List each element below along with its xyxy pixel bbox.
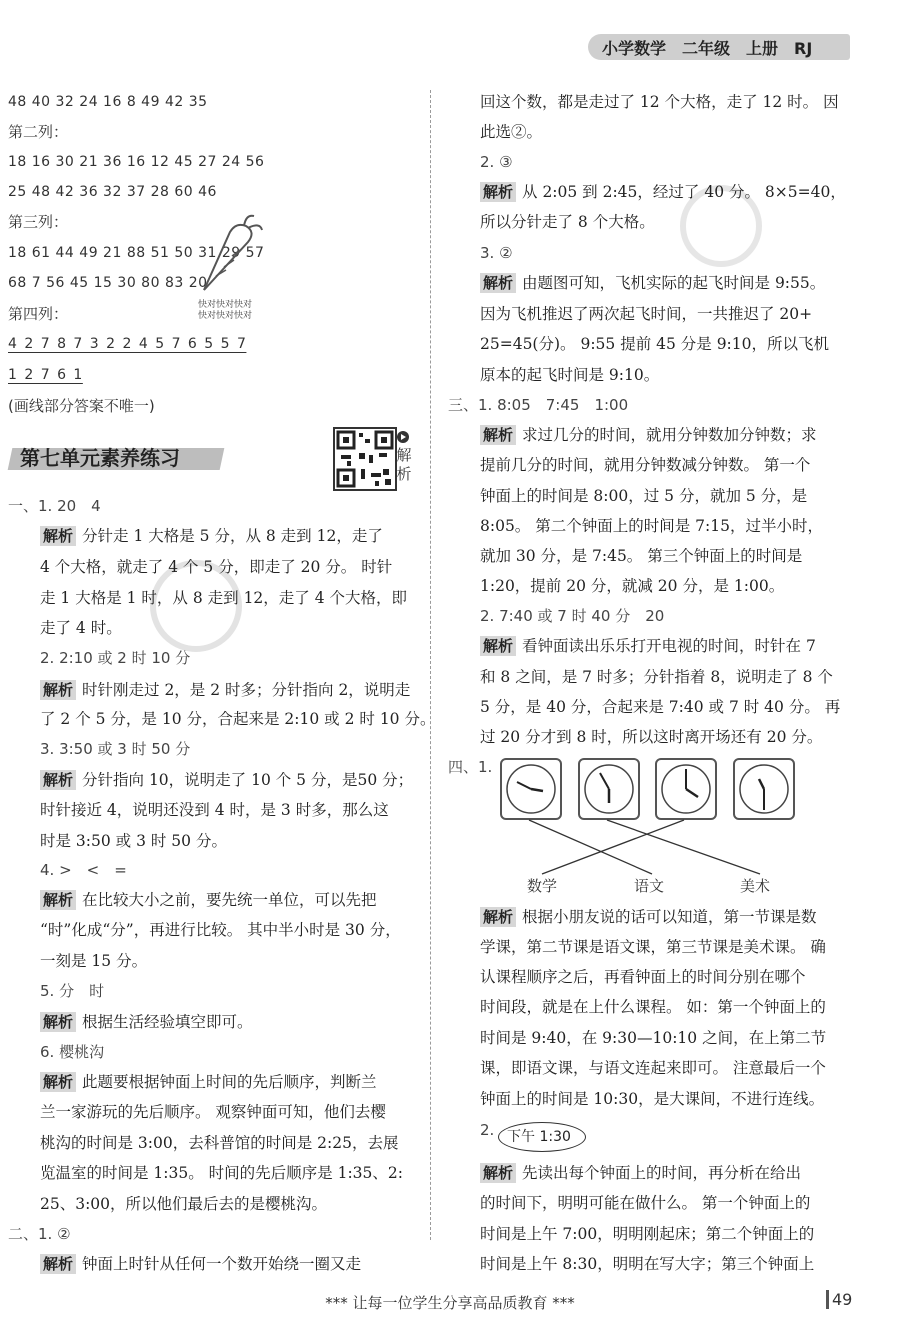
explanation-line: 时是 3:50 或 3 时 50 分。 bbox=[40, 832, 227, 850]
explanation-line: 5 分，是 40 分，合起来是 7:40 或 7 时 40 分。 再 bbox=[480, 698, 841, 716]
explanation-label: 解析 bbox=[40, 526, 76, 546]
explanation-line: 1:20，提前 20 分，就减 20 分，是 1:00。 bbox=[480, 577, 785, 595]
explanation-line: 时间是上午 8:30，明明在写大字；第三个钟面上 bbox=[480, 1255, 815, 1273]
column-label: 第四列： bbox=[8, 305, 69, 323]
explanation-line: 时间是上午 7:00，明明刚起床；第二个钟面上的 bbox=[480, 1225, 815, 1243]
explanation-line: 时间段，就是在上什么课程。 如：第一个钟面上的 bbox=[480, 998, 826, 1016]
explanation-line: 解析 根据小朋友说的话可以知道，第一节课是数 bbox=[480, 907, 817, 927]
explanation-line: 解析 先读出每个钟面上的时间，再分析在给出 bbox=[480, 1163, 801, 1183]
explanation-line: 课，即语文课，与语文连起来即可。 注意最后一个 bbox=[480, 1059, 826, 1077]
matching-lines bbox=[480, 816, 820, 876]
explanation-line: 走 1 大格是 1 时，从 8 走到 12，走了 4 个大格，即 bbox=[40, 589, 408, 607]
explanation-label: 解析 bbox=[480, 425, 516, 445]
explanation-label: 解析 bbox=[40, 680, 76, 700]
answer-line: 3. ② bbox=[480, 244, 513, 262]
explanation-line: 览温室的时间是 1:35。 时间的先后顺序是 1:35、2: bbox=[40, 1164, 403, 1182]
answer-line: 二、1. ② bbox=[8, 1225, 71, 1243]
answer-line: 5. 分 时 bbox=[40, 982, 105, 1000]
explanation-line: 解析 分针走 1 大格是 5 分，从 8 走到 12，走了 bbox=[40, 526, 383, 546]
number-row: 18 16 30 21 36 16 12 45 27 24 56 bbox=[8, 154, 265, 170]
explanation-line: 此选②。 bbox=[480, 123, 543, 141]
explanation-line: 和 8 之间，是 7 时多；分针指着 8，说明走了 8 个 bbox=[480, 668, 833, 686]
answer-line: 3. 3:50 或 3 时 50 分 bbox=[40, 740, 191, 758]
explanation-line: 解析 钟面上时针从任何一个数开始绕一圈又走 bbox=[40, 1254, 361, 1274]
qr-label: 解析 bbox=[396, 446, 412, 483]
explanation-label: 解析 bbox=[480, 1163, 516, 1183]
explanation-line: 过 20 分才到 8 时，所以这时离开场还有 20 分。 bbox=[480, 728, 823, 746]
unit-banner bbox=[10, 442, 222, 472]
explanation-line: 25、3:00，所以他们最后去的是樱桃沟。 bbox=[40, 1195, 328, 1213]
answer-line: 4. > < = bbox=[40, 861, 127, 879]
explanation-line: 回这个数，都是走过了 12 个大格，走了 12 时。 因 bbox=[480, 93, 839, 111]
explanation-line: 解析 求过几分的时间，就用分钟数加分钟数；求 bbox=[480, 425, 817, 445]
explanation-line: 解析 看钟面读出乐乐打开电视的时间，时针在 7 bbox=[480, 636, 816, 656]
explanation-line: 的时间下，明明可能在做什么。 第一个钟面上的 bbox=[480, 1194, 811, 1212]
explanation-line: 4 个大格，就走了 4 个 5 分，即走了 20 分。 时针 bbox=[40, 558, 393, 576]
number-row-underlined: 4 2 7 8 7 3 2 2 4 5 7 6 5 5 7 bbox=[8, 336, 247, 352]
number-row: 25 48 42 36 32 37 28 60 46 bbox=[8, 184, 217, 200]
clock-face bbox=[500, 758, 562, 820]
explanation-line: 解析 分针指向 10，说明走了 10 个 5 分，是50 分； bbox=[40, 770, 413, 790]
answer-line: 2. bbox=[480, 1121, 495, 1139]
explanation-line: 8:05。 第二个钟面上的时间是 7:15，过半小时， bbox=[480, 517, 823, 535]
explanation-line: 25=45(分)。 9:55 提前 45 分是 9:10，所以飞机 bbox=[480, 335, 830, 353]
explanation-line: 桃沟的时间是 3:00，去科普馆的时间是 2:25，去展 bbox=[40, 1134, 399, 1152]
explanation-label: 解析 bbox=[40, 1072, 76, 1092]
number-row: 68 7 56 45 15 30 80 83 20 bbox=[8, 275, 208, 291]
number-row-underlined: 1 2 7 6 1 bbox=[8, 367, 83, 383]
explanation-label: 解析 bbox=[480, 182, 516, 202]
footer-slogan: *** 让每一位学生分享高品质教育 *** bbox=[325, 1294, 575, 1312]
explanation-line: 因为飞机推迟了两次起飞时间，一共推迟了 20+ bbox=[480, 305, 813, 323]
subject-label: 数学 bbox=[527, 877, 558, 895]
stamp-text: 快对快对快对 快对快对快对 bbox=[198, 300, 253, 321]
number-row: 48 40 32 24 16 8 49 42 35 bbox=[8, 94, 208, 110]
column-label: 第三列： bbox=[8, 213, 69, 231]
explanation-label: 解析 bbox=[480, 907, 516, 927]
explanation-line: 兰一家游玩的先后顺序。 观察钟面可知，他们去樱 bbox=[40, 1103, 386, 1121]
explanation-line: 所以分针走了 8 个大格。 bbox=[480, 213, 655, 231]
explanation-line: 走了 4 时。 bbox=[40, 619, 122, 637]
subject-label: 美术 bbox=[740, 877, 771, 895]
answer-note: (画线部分答案不唯一) bbox=[8, 397, 155, 415]
play-icon[interactable] bbox=[397, 431, 409, 443]
answer-oval-text: 下午 1:30 bbox=[507, 1129, 571, 1145]
answer-line: 一、1. 20 4 bbox=[8, 497, 101, 515]
number-row: 18 61 44 49 21 88 51 50 31 29 57 bbox=[8, 245, 265, 261]
explanation-line: 一刻是 15 分。 bbox=[40, 952, 148, 970]
subject-label: 语文 bbox=[634, 877, 665, 895]
explanation-line: 解析 此题要根据钟面上时间的先后顺序，判断兰 bbox=[40, 1072, 377, 1092]
answer-line: 2. ③ bbox=[480, 153, 513, 171]
page-number: 49 bbox=[826, 1290, 852, 1309]
clock-face bbox=[578, 758, 640, 820]
answer-line: 三、1. 8:05 7:45 1:00 bbox=[448, 396, 629, 414]
explanation-line: 时针接近 4，说明还没到 4 时，是 3 时多，那么这 bbox=[40, 801, 389, 819]
explanation-label: 解析 bbox=[480, 273, 516, 293]
explanation-line: 提前几分的时间，就用分钟数减分钟数。 第一个 bbox=[480, 456, 811, 474]
explanation-line: “时”化成“分”，再进行比较。 其中半小时是 30 分， bbox=[40, 921, 401, 939]
carrot-stamp-icon bbox=[186, 212, 266, 294]
explanation-line: 解析 根据生活经验填空即可。 bbox=[40, 1012, 253, 1032]
explanation-line: 钟面上的时间是 8:00，过 5 分，就加 5 分，是 bbox=[480, 487, 808, 505]
book-title: 小学数学 二年级 上册 RJ bbox=[602, 39, 813, 58]
answer-line: 2. 7:40 或 7 时 40 分 20 bbox=[480, 607, 665, 625]
explanation-line: 解析 在比较大小之前，要先统一单位，可以先把 bbox=[40, 890, 377, 910]
explanation-line: 原本的起飞时间是 9:10。 bbox=[480, 366, 660, 384]
explanation-line: 时间是 9:40，在 9:30—10:10 之间，在上第二节 bbox=[480, 1029, 827, 1047]
explanation-line: 了 2 个 5 分，是 10 分，合起来是 2:10 或 2 时 10 分。 bbox=[40, 710, 436, 728]
explanation-label: 解析 bbox=[40, 1012, 76, 1032]
explanation-line: 就加 30 分，是 7:45。 第三个钟面上的时间是 bbox=[480, 547, 803, 565]
answer-line: 2. 2:10 或 2 时 10 分 bbox=[40, 649, 191, 667]
explanation-label: 解析 bbox=[480, 636, 516, 656]
explanation-label: 解析 bbox=[40, 890, 76, 910]
explanation-label: 解析 bbox=[40, 1254, 76, 1274]
answer-line: 6. 樱桃沟 bbox=[40, 1043, 105, 1061]
explanation-line: 解析 从 2:05 到 2:45，经过了 40 分。 8×5=40， bbox=[480, 182, 846, 202]
explanation-line: 解析 时针刚走过 2，是 2 时多；分针指向 2，说明走 bbox=[40, 680, 410, 700]
clock-face bbox=[733, 758, 795, 820]
qr-code[interactable] bbox=[333, 427, 397, 491]
column-label: 第二列： bbox=[8, 123, 69, 141]
explanation-line: 钟面上的时间是 10:30，是大课间，不进行连线。 bbox=[480, 1090, 825, 1108]
explanation-line: 认课程顺序之后，再看钟面上的时间分别在哪个 bbox=[480, 968, 806, 986]
explanation-line: 解析 由题图可知，飞机实际的起飞时间是 9:55。 bbox=[480, 273, 825, 293]
clock-face bbox=[655, 758, 717, 820]
explanation-label: 解析 bbox=[40, 770, 76, 790]
unit-title: 第七单元素养练习 bbox=[20, 446, 180, 470]
answer-line: 四、1. bbox=[448, 758, 493, 776]
column-divider bbox=[430, 90, 431, 1240]
explanation-line: 学课，第二节课是语文课，第三节课是美术课。 确 bbox=[480, 938, 826, 956]
